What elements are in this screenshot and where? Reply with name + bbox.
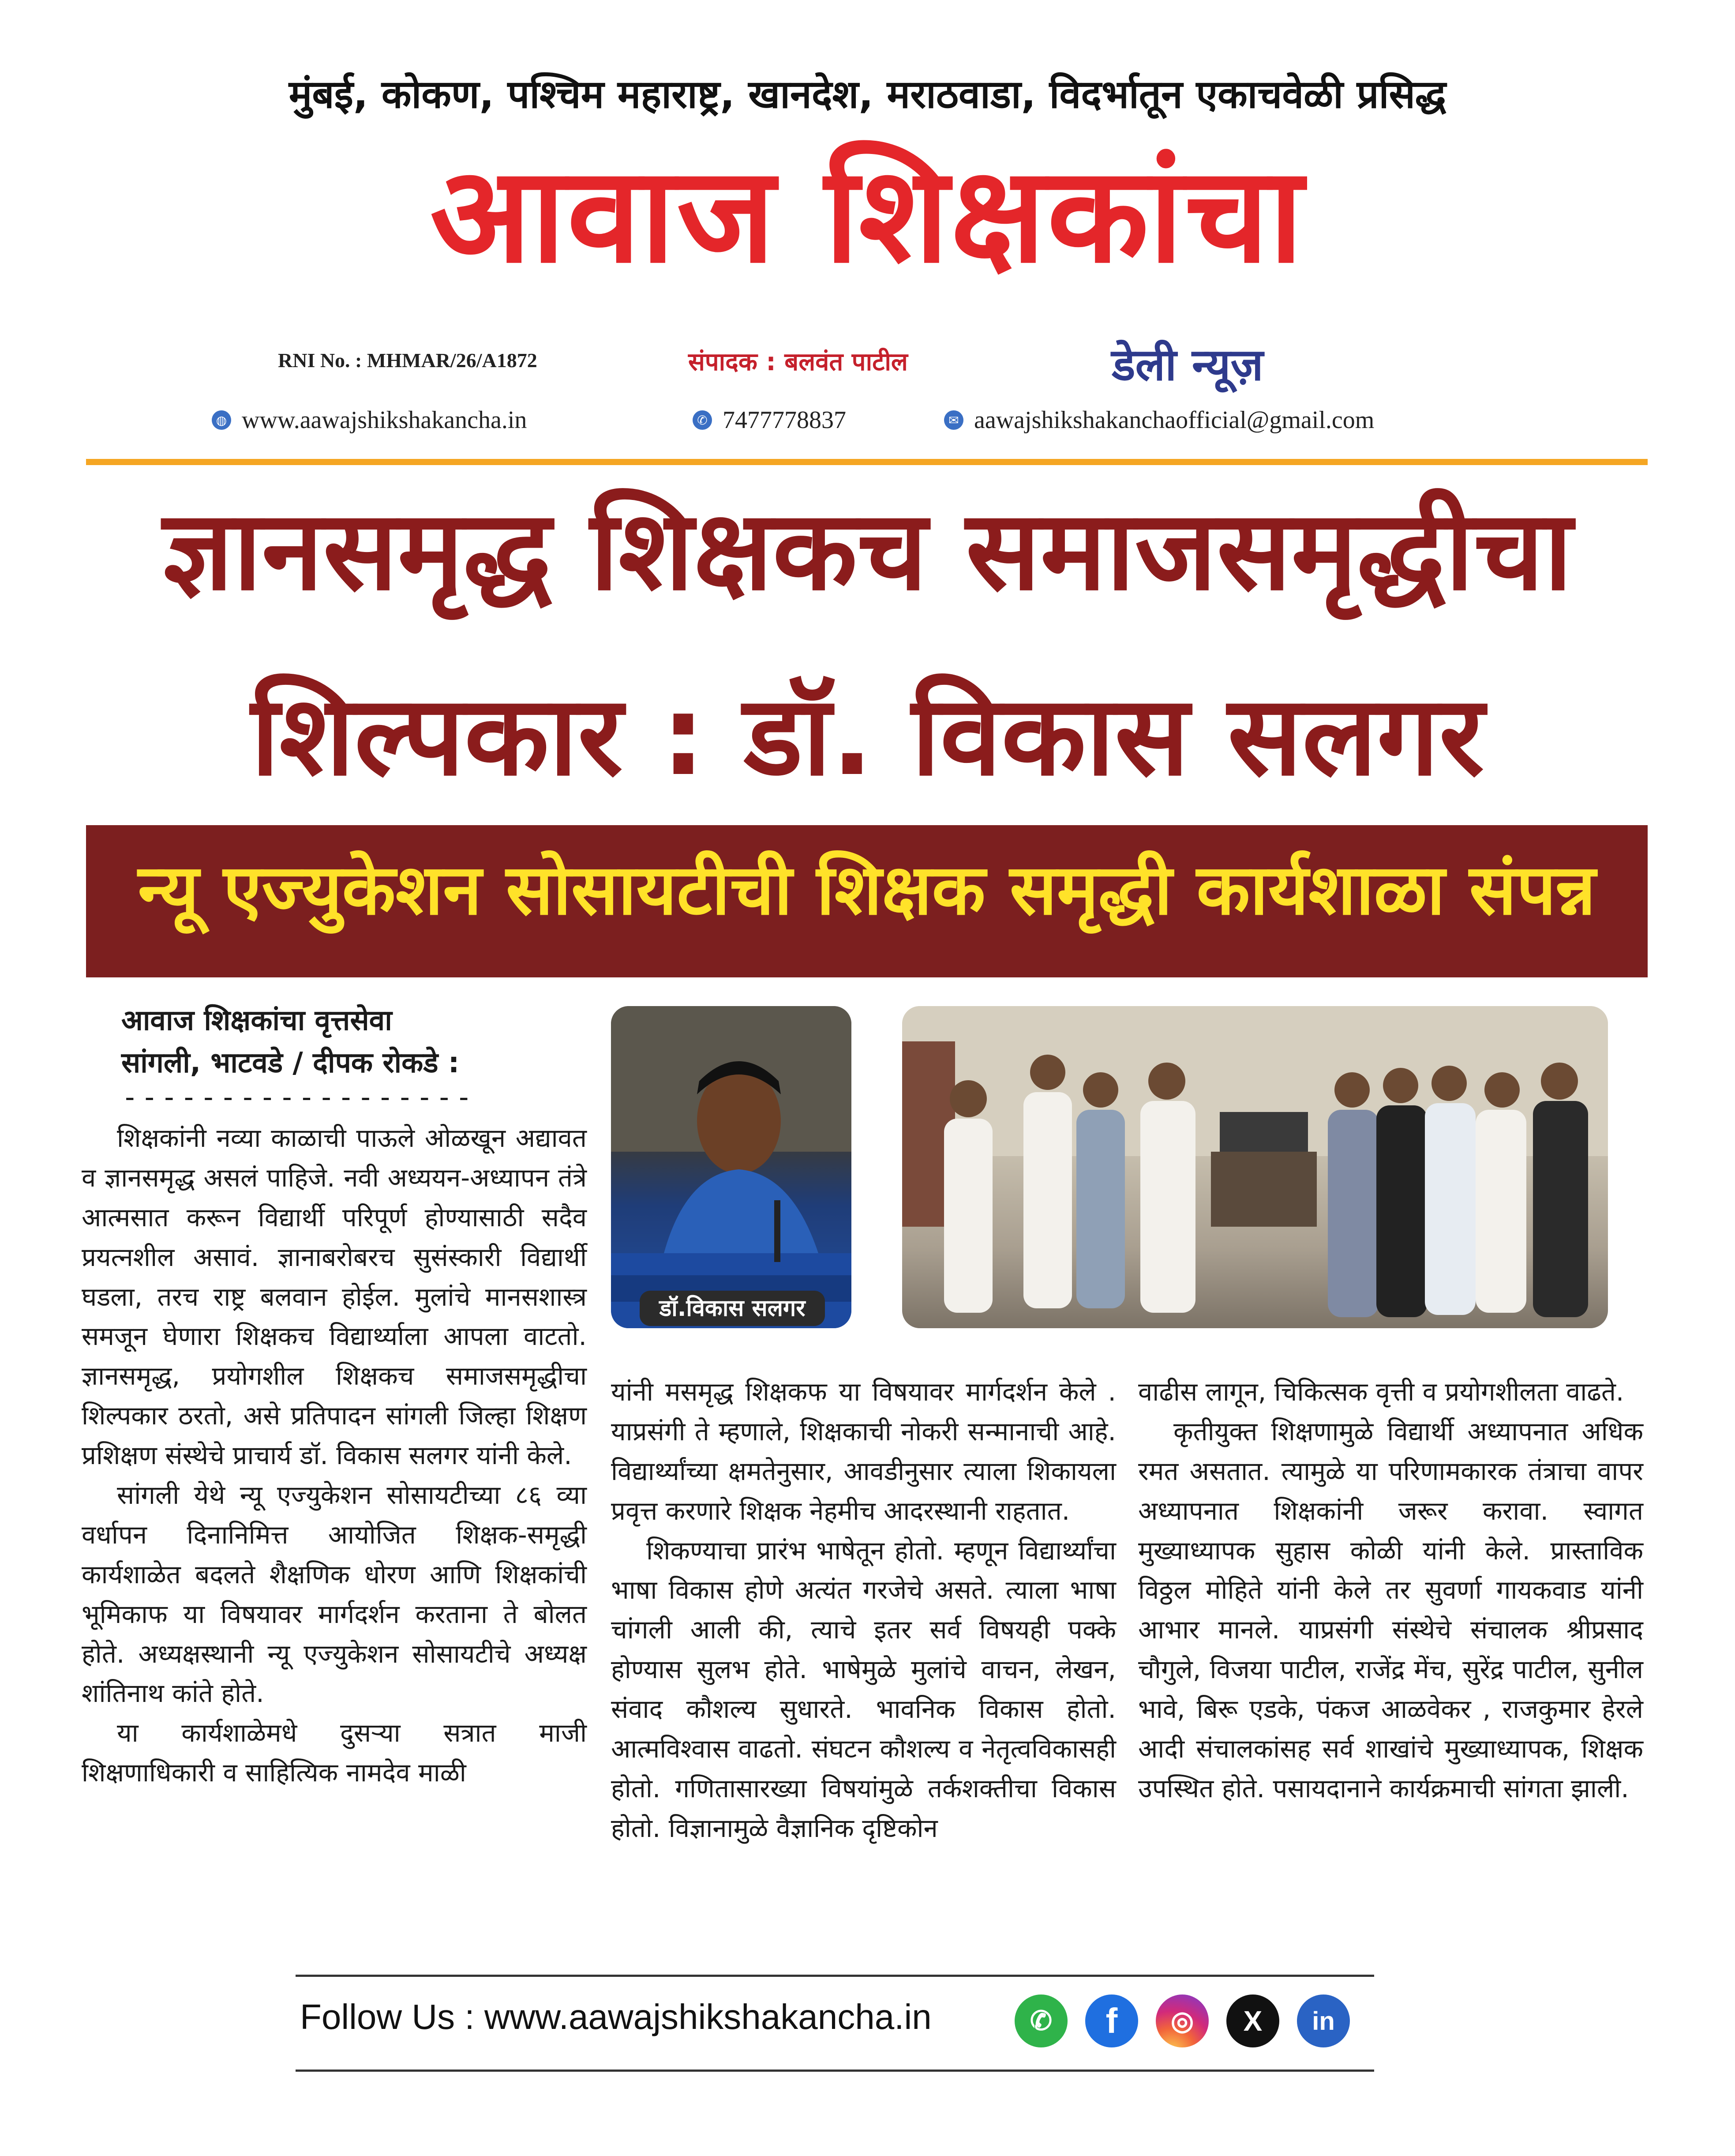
- photo-caption: डॉ.विकास सलगर: [640, 1291, 825, 1326]
- article-paragraph: यांनी मसमृद्ध शिक्षकफ या विषयावर मार्गदर्शन केले . याप्रसंगी ते म्हणाले, शिक्षकाची नोकरी सन्मानाची आहे. विद्यार्थ्यांच्या क्षमतेनुसार, आवडीनुसार त्याला शिकायला प्रवृत्त करणारे शिक्षक नेहमीच आदरस्थानी राहतात.: [611, 1377, 1116, 1526]
- newspaper-logo: आवाज शिक्षकांचा: [430, 138, 1305, 292]
- website-contact[interactable]: [212, 406, 527, 434]
- phone-contact[interactable]: [693, 406, 846, 434]
- article-column-3: [1138, 1372, 1643, 1809]
- linkedin-icon[interactable]: in: [1297, 1994, 1350, 2047]
- article-column-2: [611, 1372, 1116, 1848]
- speaker-photo: [611, 1006, 851, 1328]
- article-paragraph: शिक्षकांनी नव्या काळाची पाऊले ओळखून अद्यावत व ज्ञानसमृद्ध असलं पाहिजे. नवी अध्ययन-अध्यापन तंत्रे आत्मसात करून विद्यार्थी परिपूर्ण होण्यासाठी सदैव प्रयत्नशील असावं. ज्ञानाबरोबरच सुसंस्कारी विद्यार्थी घडला, तरच राष्ट्र बलवान होईल. मुलांचे मानसशास्त्र समजून घेणारा शिक्षकच विद्यार्थ्याला आपला वाटतो. ज्ञानसमृद्ध, प्रयोगशील शिक्षकच समाजसमृद्धीचा शिल्पकार ठरतो, असे प्रतिपादन सांगली जिल्हा शिक्षण प्रशिक्षण संस्थेचे प्राचार्य डॉ. विकास सलगर यांनी केले.: [82, 1123, 587, 1471]
- editor-credit: संपादक : बलवंत पाटील: [688, 348, 908, 376]
- mail-icon: ✉: [944, 410, 963, 430]
- article-paragraph: या कार्यशाळेमधे दुसऱ्या सत्रात माजी शिक्षणाधिकारी व साहित्यिक नामदेव माळी: [82, 1718, 587, 1788]
- tagline: मुंबई, कोकण, पश्चिम महाराष्ट्र, खानदेश, मराठवाडा, विदर्भातून एकाचवेळी प्रसिद्ध: [289, 71, 1446, 117]
- daily-news-label: डेली न्यूज़: [1112, 339, 1263, 391]
- phone-icon: ✆: [693, 410, 712, 430]
- article-paragraph: वाढीस लागून, चिकित्सक वृत्ती व प्रयोगशीलता वाढते.: [1138, 1377, 1624, 1407]
- headline-line-1: ज्ञानसमृद्ध शिक्षकच समाजसमृद्धीचा: [162, 486, 1573, 615]
- instagram-icon[interactable]: ◎: [1156, 1994, 1209, 2047]
- group-photo: [902, 1006, 1608, 1328]
- masthead-divider: [86, 459, 1648, 465]
- footer-divider-bottom: [296, 2070, 1374, 2072]
- byline-dashes: ------------------: [121, 1081, 475, 1114]
- footer-divider-top: [296, 1975, 1374, 1977]
- facebook-icon[interactable]: f: [1085, 1994, 1138, 2047]
- globe-icon: ◍: [212, 410, 231, 430]
- website-text[interactable]: www.aawajshikshakancha.in: [242, 406, 527, 434]
- phone-text[interactable]: 7477778837: [723, 406, 846, 434]
- article-paragraph: सांगली येथे न्यू एज्युकेशन सोसायटीच्या ८६ व्या वर्धापन दिनानिमित्त आयोजित शिक्षक-समृद्धी कार्यशाळेत बदलते शैक्षणिक धोरण आणि शिक्षकांची भूमिकाफ या विषयावर मार्गदर्शन करताना ते बोलत होते. अध्यक्षस्थानी न्यू एज्युकेशन सोसायटीचे अध्यक्ष शांतिनाथ कांते होते.: [82, 1480, 587, 1709]
- email-contact[interactable]: [944, 406, 1374, 434]
- place-reporter: सांगली, भाटवडे / दीपक रोकडे :: [121, 1047, 460, 1079]
- news-service: आवाज शिक्षकांचा वृत्तसेवा: [121, 1004, 392, 1037]
- x-icon[interactable]: X: [1226, 1994, 1279, 2047]
- headline-line-2: शिल्पकार : डॉ. विकास सलगर: [251, 672, 1484, 800]
- article-paragraph: शिकण्याचा प्रारंभ भाषेतून होतो. म्हणून विद्यार्थ्यांचा भाषा विकास होणे अत्यंत गरजेचे असते. त्याला भाषा चांगली आली की, त्याचे इतर सर्व विषयही पक्के होण्यास सुलभ होते. भाषेमुळे मुलांचे वाचन, लेखन, संवाद कौशल्य सुधारते. भावनिक विकास होतो. आत्मविश्वास वाढतो. संघटन कौशल्य व नेतृत्वविकासही होतो. गणितासारख्या विषयांमुळे तर्कशक्तीचा विकास होतो. विज्ञानामुळे वैज्ञानिक दृष्टिकोन: [611, 1535, 1116, 1843]
- follow-us-link[interactable]: Follow Us : www.aawajshikshakancha.in: [300, 1997, 932, 2036]
- rni-number: RNI No. : MHMAR/26/A1872: [278, 349, 537, 372]
- byline: [121, 999, 459, 1084]
- subheadline: न्यू एज्युकेशन सोसायटीची शिक्षक समृद्धी कार्यशाळा संपन्न: [138, 849, 1596, 931]
- article-paragraph: कृतीयुक्त शिक्षणामुळे विद्यार्थी अध्यापनात अधिक रमत असतात. त्यामुळे या परिणामकारक तंत्राचा वापर अध्यापनात शिक्षकांनी जरूर करावा. स्वागत मुख्याध्यापक सुहास कोळी यांनी केले. प्रास्ताविक विठ्ठल मोहिते यांनी केले तर सुवर्णा गायकवाड यांनी आभार मानले. याप्रसंगी संस्थेचे संचालक श्रीप्रसाद चौगुले, विजया पाटील, राजेंद्र मेंच, सुरेंद्र पाटील, सुनील भावे, बिरू एडके, पंकज आळवेकर , राजकुमार हेरले आदी संचालकांसह सर्व शाखांचे मुख्याध्यापक, शिक्षक उपस्थित होते. पसायदानाने कार्यक्रमाची सांगता झाली.: [1138, 1416, 1643, 1803]
- whatsapp-icon[interactable]: ✆: [1015, 1994, 1068, 2047]
- email-text[interactable]: aawajshikshakanchaofficial@gmail.com: [974, 406, 1375, 434]
- article-column-1: [82, 1119, 587, 1793]
